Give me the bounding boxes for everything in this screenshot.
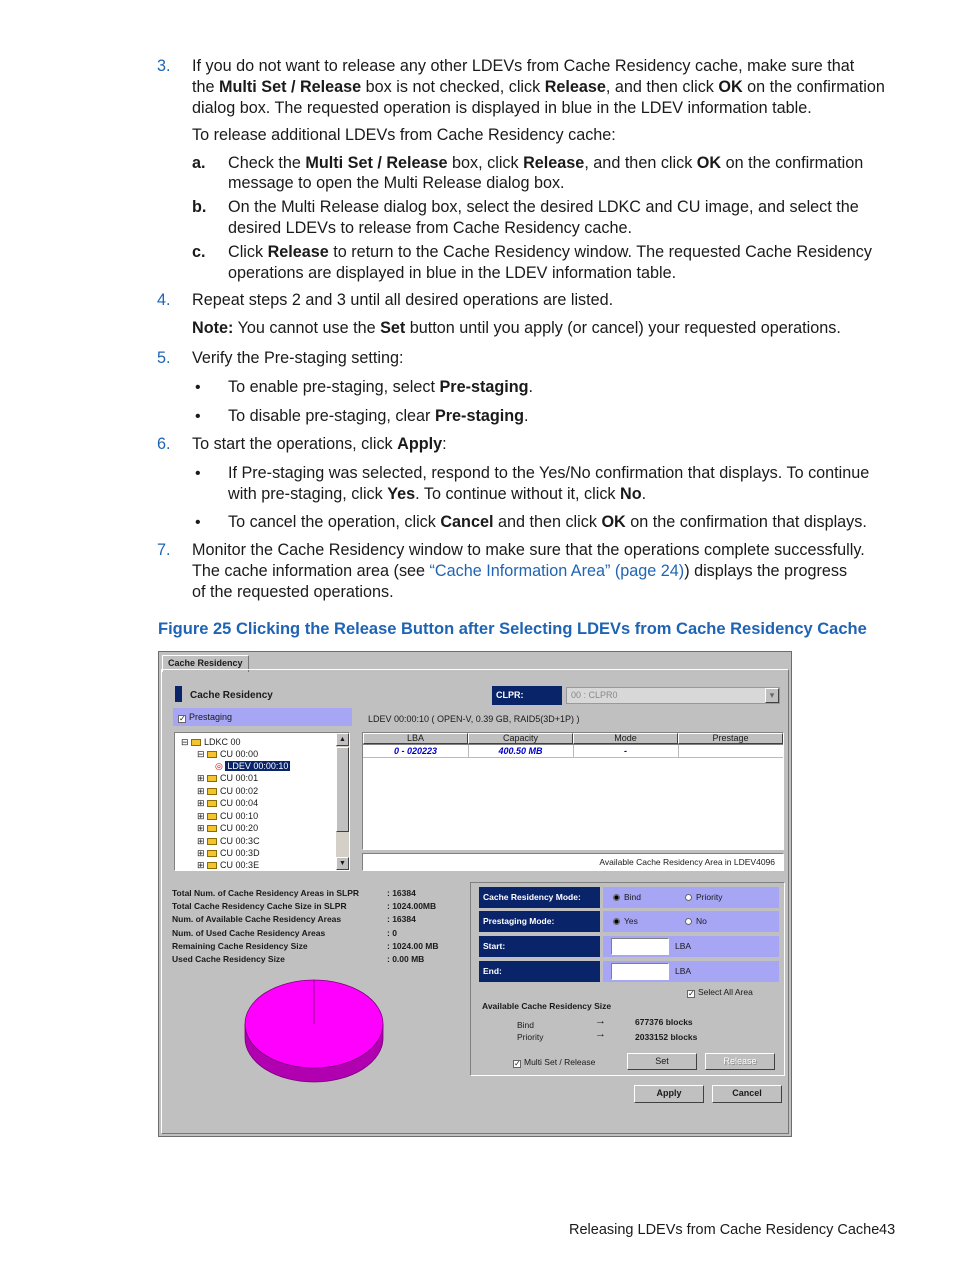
tab-cache-residency[interactable]: Cache Residency <box>162 655 249 672</box>
prestaging-row <box>173 708 352 726</box>
bullet: • <box>195 379 201 396</box>
step-number: 4. <box>157 291 171 309</box>
step-number: 7. <box>157 541 171 559</box>
tree-item-cu[interactable]: ⊞ CU 00:10 <box>197 811 259 821</box>
stat-label: Remaining Cache Residency Size <box>172 941 308 951</box>
bullet: • <box>195 465 201 482</box>
stats-panel <box>172 888 472 968</box>
end-input[interactable] <box>611 963 669 980</box>
substep-text: operations are displayed in blue in the LDEV information table. <box>228 264 677 282</box>
multi-set-release-checkbox[interactable]: ✓ Multi Set / Release <box>514 1057 596 1068</box>
col-prestage[interactable]: Prestage <box>678 733 783 744</box>
tab-panel <box>161 669 789 1134</box>
footer-title: Releasing LDEVs from Cache Residency Cache <box>569 1222 880 1238</box>
stat-label: Num. of Available Cache Residency Areas <box>172 914 342 924</box>
figure-caption: Figure 25 Clicking the Release Button after Selecting LDEVs from Cache Residency Cache <box>158 620 867 638</box>
tree-item-cu[interactable]: ⊟ CU 00:00 <box>197 749 259 759</box>
tree-item-cu[interactable]: ⊞ CU 00:20 <box>197 823 259 833</box>
ldkc-tree[interactable] <box>174 732 350 871</box>
settings-panel <box>470 882 785 1076</box>
step-text: the Multi Set / Release box is not checked, click Release, and then click OK on the confirmation <box>192 78 885 96</box>
tree-item-cu[interactable]: ⊞ CU 00:01 <box>197 773 259 783</box>
chevron-down-icon[interactable]: ▾ <box>765 688 779 703</box>
start-row <box>603 936 779 957</box>
priority-label: Priority <box>517 1032 544 1042</box>
arrow-icon: → <box>595 1015 606 1027</box>
bind-blocks: 677376 blocks <box>635 1017 693 1027</box>
stat-value: : 1024.00 MB <box>387 941 439 951</box>
priority-blocks: 2033152 blocks <box>635 1032 698 1042</box>
start-label: Start: <box>479 936 600 957</box>
col-mode[interactable]: Mode <box>573 733 678 744</box>
available-area-bar: Available Cache Residency Area in LDEV4096 <box>362 853 784 871</box>
stat-label: Total Cache Residency Cache Size in SLPR <box>172 901 347 911</box>
step-number: 5. <box>157 349 171 367</box>
cell-mode: - <box>624 746 627 756</box>
lba-unit: LBA <box>675 941 692 951</box>
cell-capacity: 400.50 MB <box>498 746 543 756</box>
tree-item-cu[interactable]: ⊞ CU 00:3D <box>197 848 260 858</box>
stat-value: : 1024.00MB <box>387 901 437 911</box>
step-text: To start the operations, click Apply: <box>192 435 447 453</box>
table-row[interactable] <box>363 745 783 758</box>
step-text: of the requested operations. <box>192 583 394 601</box>
substep-letter: b. <box>192 198 207 216</box>
bullet-text: To cancel the operation, click Cancel and then click OK on the confirmation that displays. <box>228 513 867 531</box>
panel-title: Cache Residency <box>190 690 273 701</box>
avail-size-label: Available Cache Residency Size <box>482 1001 612 1011</box>
substep-text: message to open the Multi Release dialog box. <box>228 174 565 192</box>
stat-value: : 16384 <box>387 914 416 924</box>
step-text: Repeat steps 2 and 3 until all desired operations are listed. <box>192 291 614 309</box>
stat-value: : 16384 <box>387 888 416 898</box>
stat-value: : 0 <box>387 928 397 938</box>
bind-radio[interactable]: Bind <box>613 887 641 908</box>
step-number: 3. <box>157 57 171 75</box>
substep-text: Check the Multi Set / Release box, click Release, and then click OK on the confirmation <box>228 154 864 172</box>
mode-options <box>603 887 779 908</box>
step-text: dialog box. The requested operation is displayed in blue in the LDEV information table. <box>192 99 812 117</box>
tree-item-ldev[interactable]: ◎ LDEV 00:00:10 <box>215 761 289 771</box>
bullet-text: If Pre-staging was selected, respond to the Yes/No confirmation that displays. To continue <box>228 464 870 482</box>
tree-item-cu[interactable]: ⊞ CU 00:3C <box>197 836 260 846</box>
bullet-text: To enable pre-staging, select Pre-staging. <box>228 378 534 396</box>
scroll-thumb[interactable] <box>336 747 349 832</box>
apply-button[interactable]: Apply <box>634 1085 704 1103</box>
bullet-text: To disable pre-staging, clear Pre-staging. <box>228 407 529 425</box>
step-number: 6. <box>157 435 171 453</box>
step-text: Monitor the Cache Residency window to make sure that the operations complete successfully. <box>192 541 865 559</box>
clpr-select[interactable]: 00 : CLPR0 ▾ <box>566 687 780 704</box>
prestaging-mode-label: Prestaging Mode: <box>479 911 600 932</box>
tree-item-cu[interactable]: ⊞ CU 00:3E <box>197 860 260 870</box>
start-input[interactable] <box>611 938 669 955</box>
prestaging-checkbox[interactable]: ✓ Prestaging <box>179 712 233 723</box>
cancel-button[interactable]: Cancel <box>712 1085 782 1103</box>
clpr-label: CLPR: <box>492 686 562 705</box>
stat-label: Used Cache Residency Size <box>172 954 285 964</box>
bullet-text: with pre-staging, click Yes. To continue without it, click No. <box>228 485 647 503</box>
scroll-down-icon[interactable]: ▼ <box>336 857 349 870</box>
stat-label: Total Num. of Cache Residency Areas in SLPR <box>172 888 360 898</box>
bullet: • <box>195 514 201 531</box>
substep-letter: c. <box>192 243 206 261</box>
note: Note: You cannot use the Set button until you apply (or cancel) your requested operations. <box>192 319 841 337</box>
release-button[interactable]: Release <box>705 1053 775 1070</box>
usage-pie-chart <box>242 966 387 1090</box>
lba-unit: LBA <box>675 966 692 976</box>
end-row <box>603 961 779 982</box>
tree-item-ldkc[interactable]: ⊟ LDKC 00 <box>181 737 241 747</box>
ldev-info: LDEV 00:00:10 ( OPEN-V, 0.39 GB, RAID5(3D+1P) ) <box>368 714 580 724</box>
substep-text: Click Release to return to the Cache Residency window. The requested Cache Residency <box>228 243 872 261</box>
arrow-icon: → <box>595 1028 606 1040</box>
priority-radio[interactable]: Priority <box>685 887 722 908</box>
step-text: Verify the Pre-staging setting: <box>192 349 404 367</box>
bind-label: Bind <box>517 1020 535 1030</box>
cell-lba: 0 - 020223 <box>393 746 438 756</box>
step-text: To release additional LDEVs from Cache Residency cache: <box>192 126 616 144</box>
prestaging-options <box>603 911 779 932</box>
stat-label: Num. of Used Cache Residency Areas <box>172 928 326 938</box>
cache-residency-screenshot <box>158 651 792 1137</box>
stat-value: : 0.00 MB <box>387 954 425 964</box>
scroll-up-icon[interactable]: ▲ <box>336 733 349 746</box>
no-radio[interactable]: No <box>685 911 707 932</box>
mode-label: Cache Residency Mode: <box>479 887 600 908</box>
substep-text: desired LDEVs to release from Cache Residency cache. <box>228 219 632 237</box>
col-capacity[interactable]: Capacity <box>468 733 573 744</box>
ldev-table[interactable] <box>362 732 784 850</box>
tree-item-cu[interactable]: ⊞ CU 00:02 <box>197 786 259 796</box>
substep-text: On the Multi Release dialog box, select the desired LDKC and CU image, and select the <box>228 198 859 216</box>
table-header <box>363 733 783 745</box>
col-lba[interactable]: LBA <box>363 733 468 744</box>
set-button[interactable]: Set <box>627 1053 697 1070</box>
yes-radio[interactable]: Yes <box>613 911 638 932</box>
tree-scrollbar[interactable] <box>336 733 349 870</box>
step-text: The cache information area (see “Cache Information Area” (page 24)) displays the progress <box>192 562 848 580</box>
end-label: End: <box>479 961 600 982</box>
select-all-checkbox[interactable]: ✓ Select All Area <box>688 987 753 998</box>
page-number: 43 <box>879 1222 896 1238</box>
title-marker <box>175 686 182 702</box>
cache-info-link[interactable]: “Cache Information Area” (page 24) <box>429 562 685 580</box>
substep-letter: a. <box>192 154 206 172</box>
step-text: If you do not want to release any other LDEVs from Cache Residency cache, make sure that <box>192 57 855 75</box>
tree-item-cu[interactable]: ⊞ CU 00:04 <box>197 798 259 808</box>
bullet: • <box>195 408 201 425</box>
